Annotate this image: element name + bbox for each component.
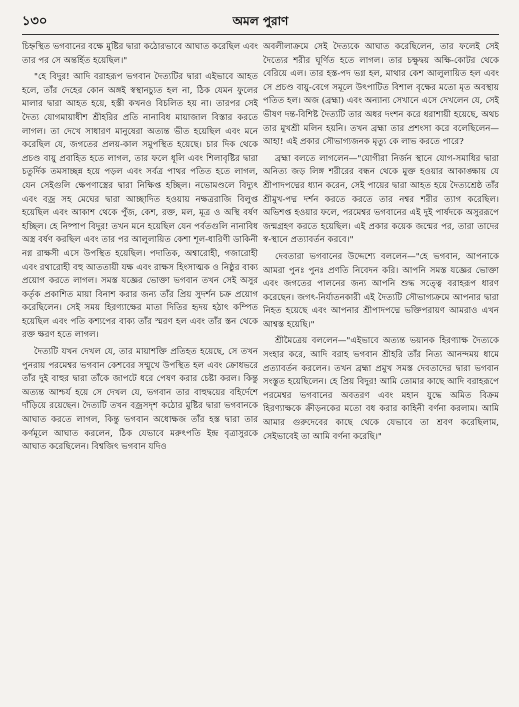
- right-column: [263, 41, 499, 701]
- left-column: [22, 41, 258, 701]
- running-title: অমল পুরাণ: [232, 14, 289, 28]
- page-header: [22, 10, 499, 35]
- paragraph: দৈত্যটি যখন দেখল যে, তার মায়াশক্তি প্রতিহত হয়েছে, সে তখন পুনরায় পরমেশ্বর ভগবান কেশবের সম্মুখে উপস্থিত হল এবং ক্রোধভরে তাঁর দুই বাহুর দ্বারা তাঁকে জাপটে ধরে পেষণ করার চেষ্টা করল। কিন্তু অত্যন্ত আশ্চর্য হয়ে সে দেখল যে, ভগবান তার বাহুদ্বয়ের বহির্দেশে দাঁড়িয়ে রয়েছেন। দৈত্যটি তখন বজ্রসদৃশ কঠোর মুষ্টির দ্বারা ভগবানকে আঘাত করতে লাগল, কিন্তু ভগবান অধোক্ষজ তাঁর হস্ত দ্বারা তার কর্ণমূলে আঘাত করলেন, ঠিক যেভাবে মরুৎপতি ইন্দ্র বৃত্রাসুরকে আঘাত করেছিলেন। বিশ্বজিৎ ভগবান যদিও: [22, 347, 258, 453]
- paragraph: চিহ্নস্থিত ভগবানের বক্ষে মুষ্টির দ্বারা কঠোরভাবে আঘাত করেছিল এবং তার পর সে অন্তর্হিত হয়েছিল।": [22, 42, 258, 66]
- paragraph: দেবতারা ভগবানের উদ্দেশ্যে বললেন—"হে ভগবান, আপনাকে আমরা পুনঃ পুনঃ প্রণতি নিবেদন করি। আপনি সমস্ত যজ্ঞের ভোক্তা এবং জগতের পালনের জন্য আপনি শুদ্ধ সত্ত্বে বরাহরূপ ধারণ করেছেন। জগৎ-নির্যাতনকারী এই দৈত্যটি সৌভাগ্যক্রমে আপনার দ্বারা নিহত হয়েছে এবং আপনার শ্রীপাদপদ্মে ভক্তিপরায়ণ আমরাও এখন আশ্বস্ত হয়েছি।": [263, 251, 499, 330]
- text-columns: [22, 41, 499, 701]
- paragraph: "হে বিদুর! আদি বরাহরূপ ভগবান দৈত্যটির দ্বারা এইভাবে আহত হলে, তাঁর দেহের কোন অঙ্গই স্বস্থানচ্যুত হল না, ঠিক যেমন ফুলের মালার দ্বারা আহত হয়ে, হস্তী কখনও বিচলিত হয় না। তারপর সেই দৈত্য যোগমায়াধীশ শ্রীহরির প্রতি নানাবিধ মায়াজাল বিস্তার করতে লাগল। তা দেখে সাধারণ মানুষেরা অত্যন্ত ভীত হয়েছিল এবং মনে করেছিল যে, জগতের প্রলয়-কাল সমুপস্থিত হয়েছে। চার দিক থেকে প্রচণ্ড বায়ু প্রবাহিত হতে লাগল, তার ফলে ধূলি এবং শিলাবৃষ্টির দ্বারা চতুর্দিক তমসাচ্ছন্ন হয়ে পড়ল এবং সর্বত্র পাথর পতিত হতে লাগল, যেন সেইগুলি ক্ষেপণাস্ত্রের দ্বারা নিক্ষিপ্ত হচ্ছিল। নভোমণ্ডলে বিদ্যুৎ এবং বজ্র সহ মেঘের দ্বারা আচ্ছাদিত হওয়ায় নক্ষত্ররাজি বিলুপ্ত হয়েছিল এবং আকাশ থেকে পুঁজ, কেশ, রক্ত, মল, মূত্র ও অস্থি বর্ষণ হচ্ছিল। হে নিষ্পাপ বিদুর! তখন মনে হয়েছিল যেন পর্বতগুলি নানাবিধ অস্ত্র বর্ষণ করছিল এবং তার পর আলুলায়িত কেশা শূল-ধারিণী ডাকিনী নগ্ন রাক্ষসী এসে উপস্থিত হয়েছিল। পদাতিক, অশ্বারোহী, গজারোহী এবং রথারোহী বহু আততায়ী যক্ষ এবং রাক্ষস হিংসাত্মক ও নিষ্ঠুর বাক্য প্রয়োগ করতে লাগল। সমস্ত যজ্ঞের ভোক্তা ভগবান তখন সেই অসুর কর্তৃক প্রকাশিত মায়া বিনাশ করার জন্য তাঁর প্রিয় সুদর্শন চক্র প্রয়োগ করেছিলেন। সেই সময় হিরণ্যাক্ষের মাতা দিতির হৃদয় হঠাৎ কম্পিত হয়েছিল এবং পতি কশ্যপের বাক্য তাঁর স্মরণ হল এবং তাঁর স্তন থেকে রক্ত ক্ষরণ হতে লাগল।: [22, 72, 258, 341]
- paragraph: ব্রহ্মা বলতে লাগলেন—"যোগীরা নির্জন স্থানে যোগ-সমাধির দ্বারা অনিত্য জড় লিঙ্গ শরীরের বন্ধন থেকে মুক্ত হওয়ার আকাঙ্ক্ষায় যে শ্রীপাদপদ্মের ধ্যান করেন, সেই পায়ের দ্বারা আহত হয়ে দৈত্যশ্রেষ্ঠ তাঁর শ্রীমুখ-পদ্ম দর্শন করতে করতে তার নশ্বর শরীর ত্যাগ করেছিল। অভিশপ্ত হওয়ার ফলে, পরমেশ্বর ভগবানের এই দুই পার্ষদকে অসুররূপে জন্মগ্রহণ করতে হয়েছিল। এই প্রকার কয়েক জন্মের পর, তারা তাদের স্ব-স্থানে প্রত্যাবর্তন করবে।": [263, 153, 499, 246]
- paragraph: অবলীলাক্রমে সেই দৈত্যকে আঘাত করেছিলেন, তার ফলেই সেই দৈত্যের শরীর ঘূর্ণিত হতে লাগল। তার চক্ষুদ্বয় অক্ষি-কোটর থেকে বেরিয়ে এল। তার হস্ত-পদ ভগ্ন হল, মাথার কেশ আলুলায়িত হল এবং সে প্রচণ্ড বায়ু-বেগে সমূলে উৎপাটিত বিশাল বৃক্ষের মতো মৃত অবস্থায় পতিত হল। অজ (ব্রহ্মা) এবং অন্যান্য সেখানে এসে দেখলেন যে, সেই ভীষণ দন্ত-বিশিষ্ট দৈত্যটি তার অধর দংশন করে ধরাশায়ী হয়েছে, অথচ তার মুখশ্রী মলিন হয়নি। তখন ব্রহ্মা তার প্রশংসা করে বলেছিলেন—আহা! এই প্রকার সৌভাগ্যজনক মৃত্যু কে লাভ করতে পারে?: [263, 42, 499, 148]
- page-number: ১৩০: [22, 14, 48, 29]
- paragraph: শ্রীমৈত্রেয় বললেন—"এইভাবে অত্যন্ত ভয়ানক হিরণ্যাক্ষ দৈত্যকে সংহার করে, আদি বরাহ ভগবান শ্রীহরি তাঁর নিত্য আনন্দময় ধামে প্রত্যাবর্তন করলেন। তখন ব্রহ্মা প্রমুখ সমস্ত দেবতাদের দ্বারা ভগবান সংস্তুত হয়েছিলেন। হে প্রিয় বিদুর! আমি তোমার কাছে আদি বরাহরূপে পরমেশ্বর ভগবানের অবতরণ এবং মহান যুদ্ধে অমিত বিক্রম হিরণ্যাক্ষকে ক্রীড়নকের মতো বধ করার কাহিনী বর্ণনা করলাম। আমি আমার গুরুদেবের কাছে থেকে যেভাবে তা শ্রবণ করেছিলাম, সেইভাবেই তা আমি বর্ণনা করেছি।": [263, 336, 499, 442]
